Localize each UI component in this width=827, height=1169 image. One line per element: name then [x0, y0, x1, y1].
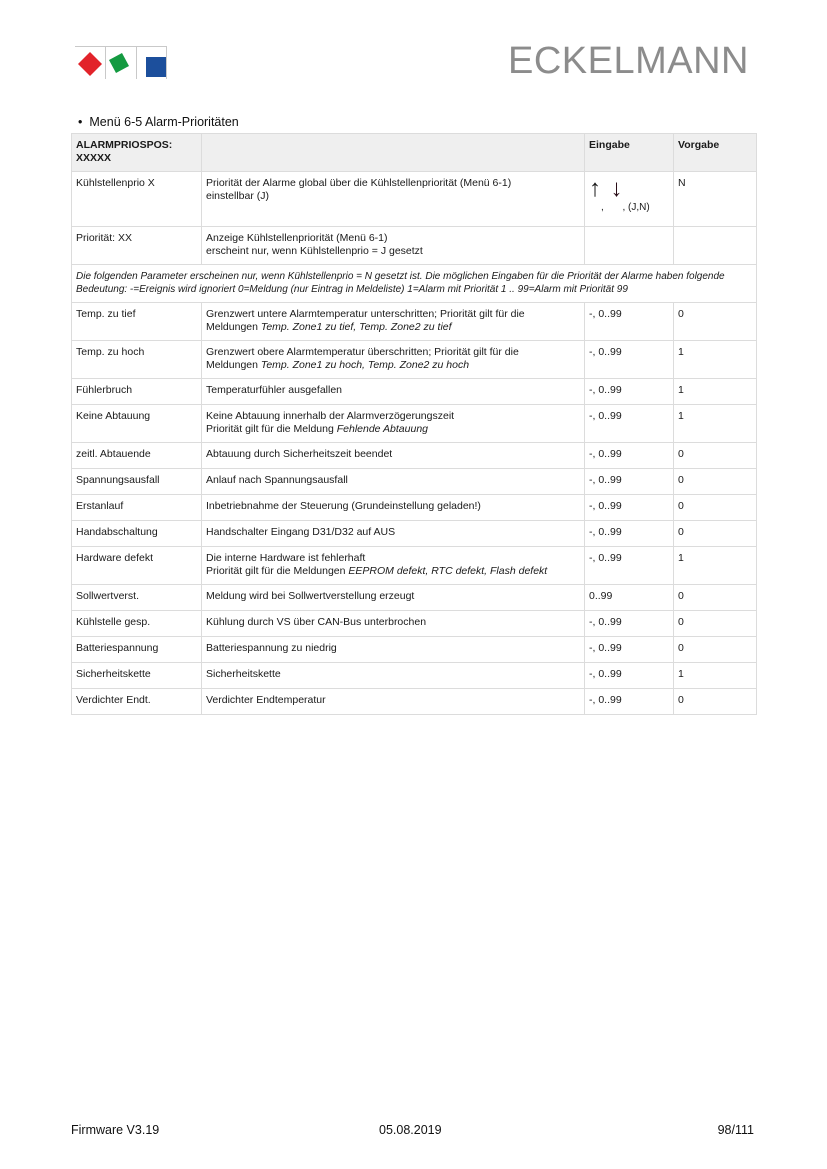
- param-name: zeitl. Abtauende: [72, 443, 202, 469]
- desc-line-1: Anzeige Kühlstellenpriorität (Menü 6-1): [206, 232, 388, 244]
- param-description: [202, 379, 585, 405]
- desc-plain: Meldungen: [206, 359, 261, 371]
- param-name: Kühlstelle gesp.: [72, 611, 202, 637]
- param-description: [202, 303, 585, 341]
- desc-line-2: [206, 359, 580, 372]
- param-description: [202, 443, 585, 469]
- desc-plain: Priorität gilt für die Meldung: [206, 423, 337, 435]
- param-default: 0: [674, 585, 757, 611]
- desc-line-1: Verdichter Endtemperatur: [206, 694, 326, 706]
- arrow-down-icon: ↓: [610, 175, 623, 202]
- param-default: 1: [674, 663, 757, 689]
- desc-italic: Temp. Zone1 zu tief, Temp. Zone2 zu tief: [260, 321, 452, 333]
- param-name: Verdichter Endt.: [72, 689, 202, 715]
- page-number: 98/111: [717, 1123, 754, 1137]
- param-description: [202, 405, 585, 443]
- brand-wordmark: ECKELMANN: [508, 40, 749, 82]
- table-row: [72, 585, 757, 611]
- param-description: [202, 469, 585, 495]
- desc-italic: EEPROM defekt, RTC defekt, Flash defekt: [348, 565, 548, 577]
- input-arrows: [589, 177, 650, 220]
- param-input: -, 0..99: [585, 469, 674, 495]
- desc-line-1: Temperaturfühler ausgefallen: [206, 384, 342, 396]
- desc-line-2: [206, 565, 580, 578]
- desc-line-1: Abtauung durch Sicherheitszeit beendet: [206, 448, 393, 460]
- param-name: Keine Abtauung: [72, 405, 202, 443]
- param-description: [202, 521, 585, 547]
- param-description: [202, 495, 585, 521]
- table-row: [72, 637, 757, 663]
- param-description: [202, 611, 585, 637]
- param-name: Erstanlauf: [72, 495, 202, 521]
- param-name: Handabschaltung: [72, 521, 202, 547]
- param-name: Temp. zu tief: [72, 303, 202, 341]
- desc-line-2: [206, 321, 580, 334]
- alarm-priority-table: [71, 133, 757, 715]
- param-name: Kühlstellenprio X: [72, 172, 202, 227]
- param-default: 0: [674, 689, 757, 715]
- table-header-row: [72, 134, 757, 172]
- param-name: Hardware defekt: [72, 547, 202, 585]
- desc-line-1: Meldung wird bei Sollwertverstellung erzeugt: [206, 590, 415, 602]
- document-date: 05.08.2019: [379, 1123, 442, 1137]
- param-default: 0: [674, 611, 757, 637]
- desc-line-1: Batteriespannung zu niedrig: [206, 642, 337, 654]
- section-heading: [78, 115, 239, 129]
- param-default: 0: [674, 637, 757, 663]
- param-description: [202, 227, 585, 265]
- table-row: [72, 379, 757, 405]
- param-input: -, 0..99: [585, 495, 674, 521]
- table-row: [72, 611, 757, 637]
- param-input: -, 0..99: [585, 689, 674, 715]
- col-header-default: Vorgabe: [674, 134, 757, 172]
- param-name: Spannungsausfall: [72, 469, 202, 495]
- table-row: [72, 227, 757, 265]
- bullet: •: [78, 115, 83, 129]
- table-row: [72, 469, 757, 495]
- col-header-param: ALARMPRIOSPOS: XXXXX: [72, 134, 202, 172]
- param-input: -, 0..99: [585, 379, 674, 405]
- arrow-up-icon: ↑: [589, 175, 601, 202]
- param-default: N: [674, 172, 757, 227]
- table-row: [72, 663, 757, 689]
- desc-line-2: [206, 423, 580, 436]
- param-description: [202, 689, 585, 715]
- param-input: -, 0..99: [585, 663, 674, 689]
- desc-line-1: Grenzwert untere Alarmtemperatur unterschritten; Priorität gilt für die: [206, 308, 525, 320]
- desc-line-1: Keine Abtauung innerhalb der Alarmverzögerungszeit: [206, 410, 455, 422]
- table-note-row: [72, 265, 757, 303]
- table-row: [72, 172, 757, 227]
- desc-line-1: Die interne Hardware ist fehlerhaft: [206, 552, 366, 564]
- param-input: [585, 172, 674, 227]
- param-default: 1: [674, 379, 757, 405]
- table-row: [72, 547, 757, 585]
- param-input: 0..99: [585, 585, 674, 611]
- param-default: 0: [674, 443, 757, 469]
- desc-line-1: Grenzwert obere Alarmtemperatur überschritten; Priorität gilt für die: [206, 346, 519, 358]
- param-description: [202, 172, 585, 227]
- desc-line-1: Kühlung durch VS über CAN-Bus unterbrochen: [206, 616, 427, 628]
- priority-note: Die folgenden Parameter erscheinen nur, wenn Kühlstellenprio = N gesetzt ist. Die möglichen Eingaben für die Priorität der Alarme haben folgende Bedeutung: -=Ereignis wird ignoriert 0=Meldung (nur Eintrag in Meldeliste) 1=Alarm mit Priorität 1 .. 99=Alarm mit Priorität 99: [72, 265, 757, 303]
- param-description: [202, 585, 585, 611]
- param-default: [674, 227, 757, 265]
- desc-line-2: erscheint nur, wenn Kühlstellenprio = J gesetzt: [206, 245, 423, 257]
- param-default: 1: [674, 547, 757, 585]
- param-description: [202, 663, 585, 689]
- desc-italic: Fehlende Abtauung: [336, 423, 429, 435]
- desc-line-1: Sicherheitskette: [206, 668, 281, 680]
- param-name: Sollwertverst.: [72, 585, 202, 611]
- desc-plain: Meldungen: [206, 321, 261, 333]
- table-row: [72, 303, 757, 341]
- param-name: Temp. zu hoch: [72, 341, 202, 379]
- table-row: [72, 689, 757, 715]
- param-default: 1: [674, 341, 757, 379]
- param-default: 0: [674, 521, 757, 547]
- company-logo-icon: [75, 46, 167, 79]
- param-name: Sicherheitskette: [72, 663, 202, 689]
- table-row: [72, 443, 757, 469]
- param-default: 0: [674, 469, 757, 495]
- table-row: [72, 495, 757, 521]
- param-input: -, 0..99: [585, 443, 674, 469]
- param-input: -, 0..99: [585, 521, 674, 547]
- param-input: [585, 227, 674, 265]
- desc-line-1: Priorität der Alarme global über die Kühlstellenpriorität (Menü 6-1): [206, 177, 512, 189]
- desc-line-2: einstellbar (J): [206, 190, 270, 202]
- desc-italic: Temp. Zone1 zu hoch, Temp. Zone2 zu hoch: [260, 359, 470, 371]
- section-title: Menü 6-5 Alarm-Prioritäten: [89, 115, 239, 129]
- desc-line-1: Handschalter Eingang D31/D32 auf AUS: [206, 526, 396, 538]
- param-name: Fühlerbruch: [72, 379, 202, 405]
- param-input: -, 0..99: [585, 303, 674, 341]
- param-default: 1: [674, 405, 757, 443]
- table-row: [72, 341, 757, 379]
- param-input: -, 0..99: [585, 611, 674, 637]
- desc-plain: Priorität gilt für die Meldungen: [206, 565, 349, 577]
- desc-line-1: Anlauf nach Spannungsausfall: [206, 474, 348, 486]
- param-name: Priorität: XX: [72, 227, 202, 265]
- param-description: [202, 637, 585, 663]
- param-input: -, 0..99: [585, 547, 674, 585]
- param-default: 0: [674, 495, 757, 521]
- param-input: -, 0..99: [585, 637, 674, 663]
- desc-line-1: Inbetriebnahme der Steuerung (Grundeinstellung geladen!): [206, 500, 481, 512]
- param-name: Batteriespannung: [72, 637, 202, 663]
- input-separator: ,: [601, 202, 604, 213]
- table-row: [72, 521, 757, 547]
- param-input: -, 0..99: [585, 341, 674, 379]
- input-suffix: , (J,N): [622, 202, 650, 213]
- col-header-input: Eingabe: [585, 134, 674, 172]
- col-header-desc: [202, 134, 585, 172]
- param-description: [202, 341, 585, 379]
- firmware-version: Firmware V3.19: [71, 1123, 160, 1137]
- table-row: [72, 405, 757, 443]
- param-default: 0: [674, 303, 757, 341]
- param-description: [202, 547, 585, 585]
- param-input: -, 0..99: [585, 405, 674, 443]
